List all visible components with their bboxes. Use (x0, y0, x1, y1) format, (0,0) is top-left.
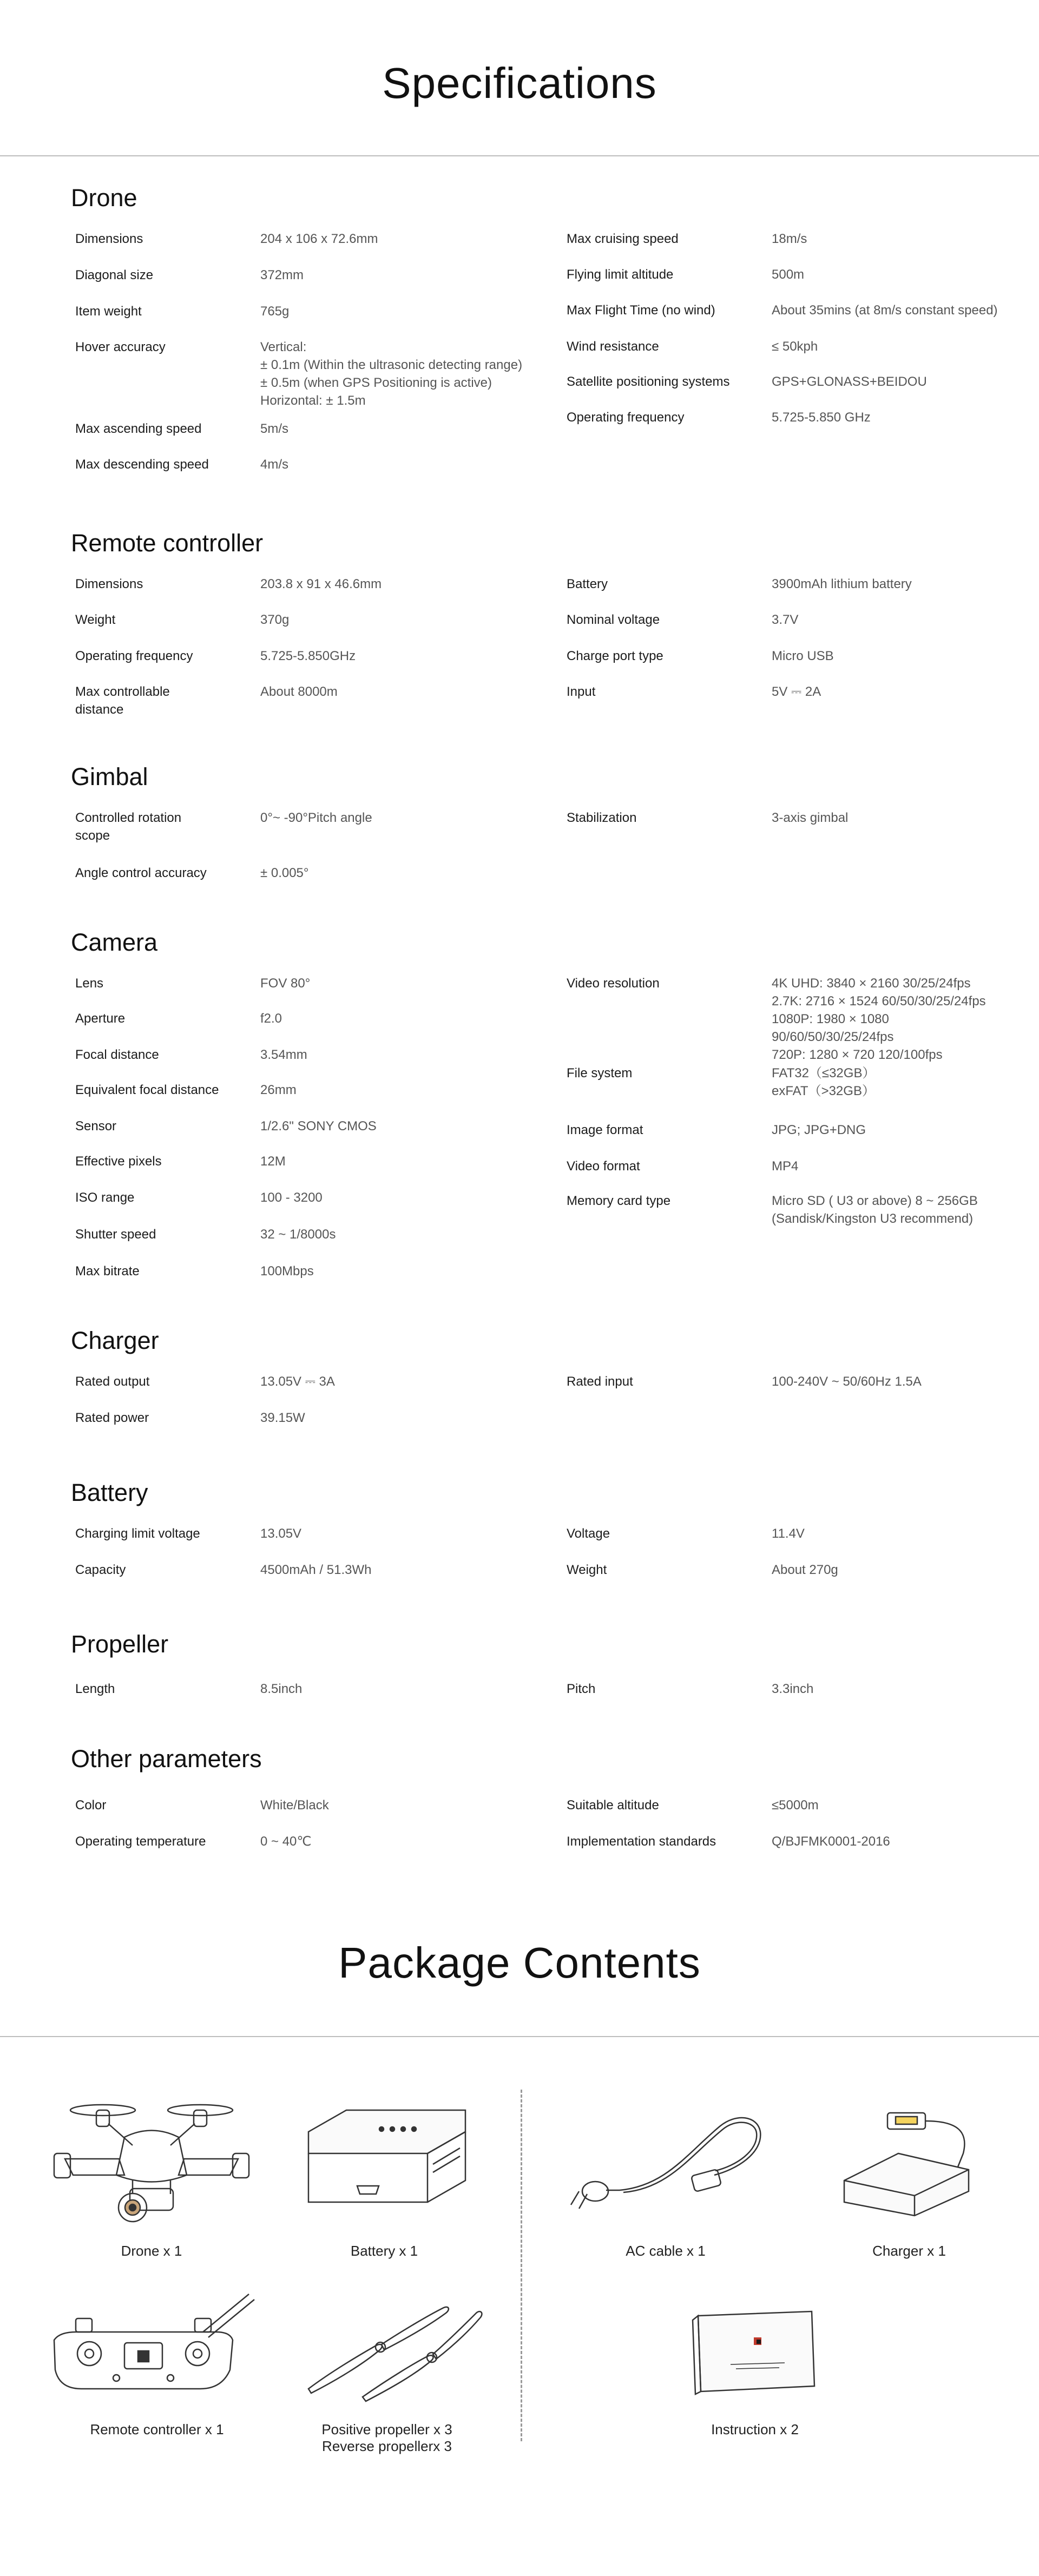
spec-label: Color (75, 1798, 107, 1813)
spec-col-right (567, 1373, 1010, 1408)
spec-value: 13.05V (260, 1526, 302, 1541)
spec-value: f2.0 (260, 1011, 282, 1026)
spec-col-left (75, 230, 562, 491)
spec-value: 500m (772, 267, 805, 282)
spec-value: MP4 (772, 1159, 799, 1174)
spec-value: 5.725-5.850GHz (260, 649, 356, 663)
package-caption: Instruction x 2 (711, 2421, 799, 2437)
spec-row (75, 1117, 562, 1152)
spec-value: Micro SD ( U3 or above) 8 ~ 256GB (Sandisk/Kingston U3 recommend) (772, 1194, 978, 1226)
spec-row (567, 1833, 1010, 1868)
spec-value: 11.4V (772, 1526, 805, 1541)
spec-row (567, 1157, 1010, 1192)
spec-row (75, 1010, 562, 1046)
spec-label: Equivalent focal distance (75, 1083, 219, 1097)
package-item-instruction (666, 2305, 844, 2451)
spec-label: Input (567, 684, 596, 699)
spec-row (567, 230, 1010, 266)
spec-label: Dimensions (75, 232, 143, 246)
package-item-ac-cable (557, 2110, 774, 2267)
spec-row (75, 1561, 562, 1597)
spec-label: Angle control accuracy (75, 866, 207, 880)
spec-row (75, 1833, 562, 1868)
spec-col-left (75, 809, 562, 900)
package-item-propellers (281, 2286, 492, 2465)
spec-value: JPG; JPG+DNG (772, 1123, 866, 1137)
spec-label: Memory card type (567, 1194, 671, 1208)
spec-label: Rated output (75, 1374, 150, 1389)
spec-col-right (567, 230, 1010, 444)
package-caption: Drone x 1 (121, 2243, 182, 2259)
spec-label: Video resolution (567, 976, 660, 991)
propeller-icon (281, 2286, 492, 2405)
spec-value: 0°~ -90°Pitch angle (260, 811, 372, 825)
spec-col-left (75, 974, 562, 1298)
spec-value: 3.7V (772, 612, 799, 627)
spec-value: Q/BJFMK0001-2016 (772, 1834, 890, 1849)
spec-label: Max controllable distance (75, 684, 170, 717)
spec-label: Max ascending speed (75, 421, 202, 436)
package-column-divider (521, 2090, 522, 2441)
spec-label: Hover accuracy (75, 340, 166, 354)
section-title: Drone (71, 184, 137, 212)
spec-value: 4m/s (260, 457, 289, 472)
spec-row (75, 1046, 562, 1081)
package-item-battery (287, 2099, 482, 2267)
spec-row (75, 1680, 562, 1716)
package-title: Package Contents (338, 1939, 701, 1987)
spec-row (567, 266, 1010, 301)
package-caption: Positive propeller x 3 Reverse propellerx 3 (321, 2421, 452, 2454)
spec-label: Charge port type (567, 649, 663, 663)
spec-col-left (75, 1680, 562, 1716)
spec-value: 100 - 3200 (260, 1190, 323, 1205)
spec-row (75, 1796, 562, 1833)
spec-label: Aperture (75, 1011, 126, 1026)
package-item-drone (43, 2094, 260, 2267)
ac-cable-icon (557, 2110, 774, 2224)
spec-value: 100Mbps (260, 1264, 314, 1279)
spec-value: 1/2.6" SONY CMOS (260, 1119, 377, 1134)
spec-value: GPS+GLONASS+BEIDOU (772, 374, 927, 389)
spec-row (75, 420, 562, 456)
section-title: Other parameters (71, 1745, 262, 1773)
spec-row (75, 1525, 562, 1561)
section-propeller (71, 1630, 1002, 1696)
spec-col-right (567, 1525, 1010, 1597)
spec-label: Weight (567, 1563, 607, 1577)
spec-row (75, 1081, 562, 1117)
spec-value: 5.725-5.850 GHz (772, 410, 871, 425)
spec-row (567, 611, 1010, 647)
spec-row (75, 974, 562, 1010)
section-remote-controller (71, 529, 1002, 717)
spec-value: 18m/s (772, 232, 807, 246)
spec-row (567, 683, 1010, 719)
remote-controller-icon (43, 2289, 271, 2408)
spec-row (75, 1152, 562, 1189)
drone-icon (43, 2094, 260, 2229)
spec-label: Stabilization (567, 811, 637, 825)
spec-value: 8.5inch (260, 1682, 303, 1696)
spec-value: About 270g (772, 1563, 838, 1577)
spec-label: Item weight (75, 304, 142, 319)
spec-label: Effective pixels (75, 1154, 162, 1169)
spec-label: Rated power (75, 1411, 149, 1425)
spec-value: Micro USB (772, 649, 834, 663)
spec-row (75, 302, 562, 338)
spec-value: 5V ⎓ 2A (772, 684, 821, 699)
spec-value: ≤5000m (772, 1798, 819, 1813)
spec-row (567, 338, 1010, 373)
spec-row (567, 301, 1010, 338)
spec-row (75, 1409, 562, 1445)
spec-row (567, 1121, 1010, 1157)
spec-value: Vertical: ± 0.1m (Within the ultrasonic detecting range) ± 0.5m (when GPS Positioning is active) Horizontal: ± 1.5m (260, 340, 523, 408)
instruction-manual-icon (666, 2305, 844, 2397)
package-caption: Remote controller x 1 (90, 2421, 224, 2437)
spec-label: Image format (567, 1123, 643, 1137)
spec-row (567, 647, 1010, 683)
section-other-parameters (71, 1745, 1002, 1849)
spec-value: 39.15W (260, 1411, 305, 1425)
section-gimbal (71, 763, 1002, 880)
section-charger (71, 1327, 1002, 1425)
spec-value: ± 0.005° (260, 866, 309, 880)
title-divider (0, 155, 1039, 156)
spec-value: 370g (260, 612, 290, 627)
spec-row (567, 809, 1010, 845)
spec-value: 3.3inch (772, 1682, 814, 1696)
spec-value: 4500mAh / 51.3Wh (260, 1563, 372, 1577)
spec-label: Nominal voltage (567, 612, 660, 627)
spec-value: 3.54mm (260, 1047, 307, 1062)
spec-row (567, 1561, 1010, 1597)
spec-row (75, 230, 562, 266)
section-title: Remote controller (71, 529, 264, 557)
section-battery (71, 1479, 1002, 1577)
spec-row (75, 1226, 562, 1262)
spec-value: 26mm (260, 1083, 297, 1097)
spec-row (567, 1796, 1010, 1833)
spec-label: Max cruising speed (567, 232, 679, 246)
spec-value: 13.05V ⎓ 3A (260, 1374, 335, 1389)
spec-col-right (567, 809, 1010, 845)
spec-col-left (75, 1373, 562, 1445)
spec-row (567, 1192, 1010, 1230)
spec-label: Rated input (567, 1374, 633, 1389)
spec-label: Battery (567, 577, 608, 591)
spec-row (567, 409, 1010, 444)
spec-label: Controlled rotation scope (75, 811, 182, 843)
spec-label: Voltage (567, 1526, 610, 1541)
spec-row (567, 1064, 1010, 1121)
section-camera (71, 928, 1002, 1279)
spec-row (75, 683, 562, 721)
spec-value: 3900mAh lithium battery (772, 577, 912, 591)
spec-value: 372mm (260, 268, 304, 282)
package-item-remote-controller (43, 2289, 271, 2451)
spec-row (75, 456, 562, 491)
spec-value: About 8000m (260, 684, 338, 699)
spec-col-right (567, 974, 1010, 1230)
spec-label: Capacity (75, 1563, 126, 1577)
section-title: Battery (71, 1479, 148, 1506)
spec-row (567, 1373, 1010, 1408)
spec-value: FAT32（≤32GB） exFAT（>32GB） (772, 1066, 876, 1098)
section-title: Gimbal (71, 763, 148, 790)
package-caption: AC cable x 1 (626, 2243, 706, 2259)
spec-row (75, 1189, 562, 1226)
section-title: Charger (71, 1327, 159, 1354)
spec-label: Flying limit altitude (567, 267, 674, 282)
spec-value: 100-240V ~ 50/60Hz 1.5A (772, 1374, 922, 1389)
spec-row (75, 864, 562, 900)
spec-value: 204 x 106 x 72.6mm (260, 232, 378, 246)
spec-row (75, 647, 562, 683)
spec-label: Weight (75, 612, 116, 627)
page-title: Specifications (382, 59, 657, 107)
spec-col-left (75, 1796, 562, 1868)
spec-value: 0 ~ 40℃ (260, 1834, 312, 1849)
spec-col-right (567, 1680, 1010, 1716)
section-drone (71, 184, 1002, 472)
spec-value: 4K UHD: 3840 × 2160 30/25/24fps 2.7K: 2716 × 1524 60/50/30/25/24fps 1080P: 1980 × 1080 90/60/50/30/25/24fps 720P: 1280 × 720 120/100fps (772, 976, 986, 1062)
spec-row (567, 1680, 1010, 1716)
spec-value: About 35mins (at 8m/s constant speed) (772, 303, 998, 318)
spec-value: 32 ~ 1/8000s (260, 1227, 336, 1242)
spec-col-right (567, 1796, 1010, 1868)
spec-label: Length (75, 1682, 115, 1696)
spec-row (75, 1373, 562, 1409)
spec-label: Video format (567, 1159, 640, 1174)
section-title: Propeller (71, 1630, 169, 1658)
spec-value: 5m/s (260, 421, 289, 436)
section-title: Camera (71, 928, 158, 956)
spec-label: Pitch (567, 1682, 596, 1696)
spec-label: Suitable altitude (567, 1798, 659, 1813)
spec-row (75, 809, 562, 864)
spec-value: White/Black (260, 1798, 329, 1813)
spec-label: Max bitrate (75, 1264, 140, 1279)
spec-label: Shutter speed (75, 1227, 156, 1242)
package-item-charger (828, 2099, 990, 2267)
package-caption: Battery x 1 (350, 2243, 418, 2259)
spec-label: Implementation standards (567, 1834, 716, 1849)
spec-label: Max Flight Time (no wind) (567, 303, 715, 318)
spec-label: Satellite positioning systems (567, 374, 730, 389)
spec-label: Operating frequency (567, 410, 685, 425)
spec-row (567, 974, 1010, 1064)
spec-value: 12M (260, 1154, 286, 1169)
spec-row (75, 338, 562, 420)
spec-label: Operating temperature (75, 1834, 206, 1849)
spec-label: Lens (75, 976, 104, 991)
spec-label: Max descending speed (75, 457, 209, 472)
spec-row (567, 1525, 1010, 1561)
spec-row (75, 575, 562, 611)
spec-label: Wind resistance (567, 339, 659, 354)
spec-row (75, 611, 562, 647)
spec-value: 3-axis gimbal (772, 811, 849, 825)
spec-label: Focal distance (75, 1047, 159, 1062)
spec-label: Charging limit voltage (75, 1526, 200, 1541)
battery-icon (287, 2099, 482, 2224)
spec-label: Operating frequency (75, 649, 193, 663)
spec-col-right (567, 575, 1010, 719)
spec-label: Diagonal size (75, 268, 154, 282)
spec-row (75, 266, 562, 302)
spec-row (75, 1262, 562, 1298)
spec-label: File system (567, 1066, 633, 1081)
spec-label: Sensor (75, 1119, 117, 1134)
charger-icon (828, 2099, 990, 2224)
package-caption: Charger x 1 (872, 2243, 946, 2259)
package-divider (0, 2036, 1039, 2037)
spec-value: ≤ 50kph (772, 339, 818, 354)
spec-col-left (75, 1525, 562, 1597)
spec-col-left (75, 575, 562, 721)
spec-row (567, 575, 1010, 611)
spec-label: Dimensions (75, 577, 143, 591)
spec-value: FOV 80° (260, 976, 311, 991)
spec-label: ISO range (75, 1190, 135, 1205)
spec-value: 203.8 x 91 x 46.6mm (260, 577, 382, 591)
spec-row (567, 373, 1010, 409)
spec-value: 765g (260, 304, 290, 319)
